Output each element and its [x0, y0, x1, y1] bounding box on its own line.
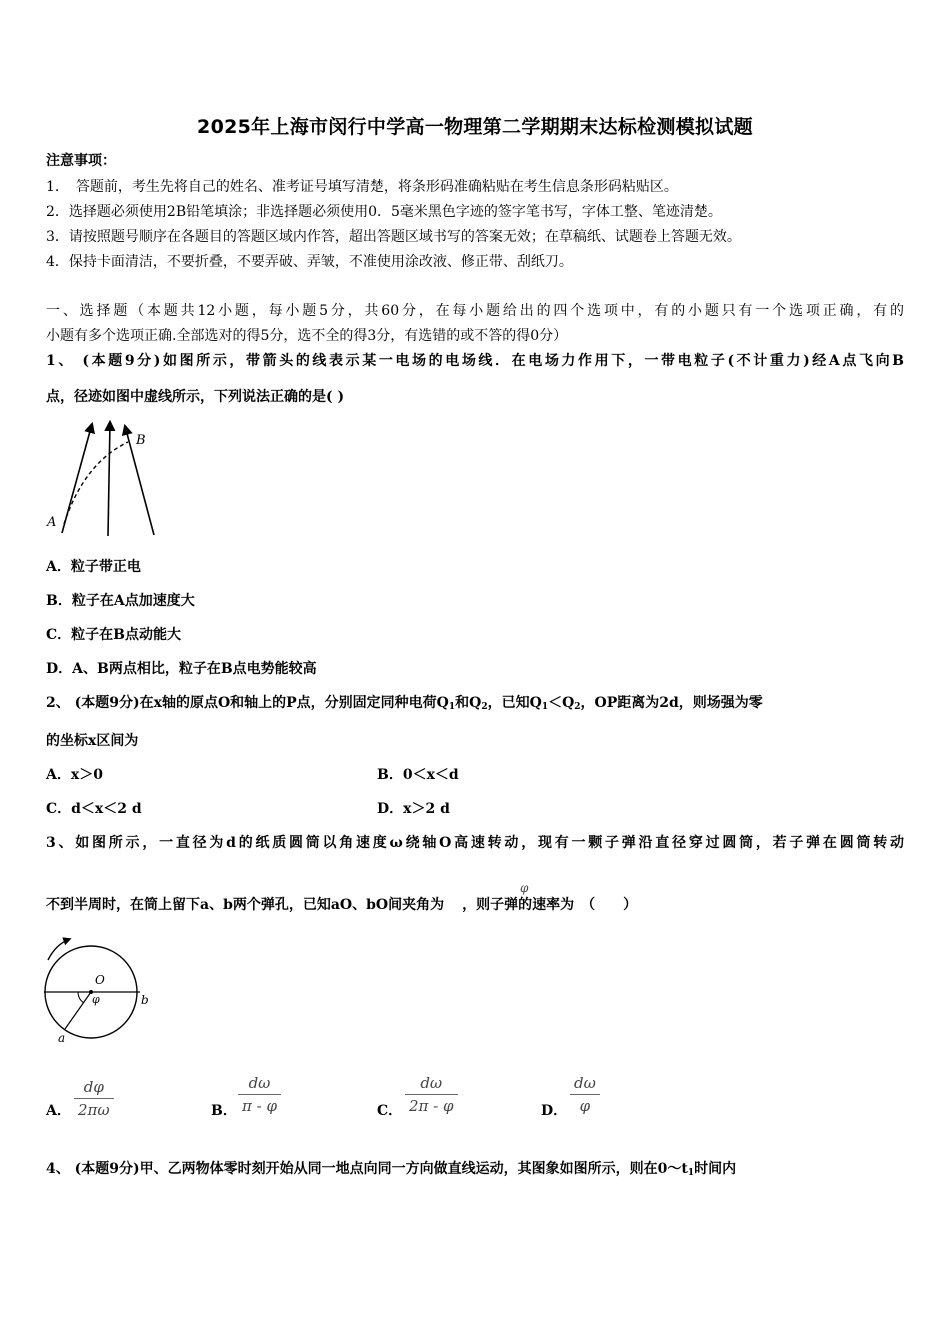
q1-option-a: A．粒子带正电 [46, 559, 141, 575]
q3-option-d-letter: D． [541, 1103, 568, 1119]
q3-stem-part-b: ，则子弹的速率为 （ ） [462, 897, 638, 913]
field-line-middle [108, 422, 110, 536]
rotation-arrow [48, 939, 70, 960]
notice-item-1: 1． 答题前，考生先将自己的姓名、准考证号填写清楚，将条形码准确粘贴在考生信息条形码粘贴区。 [46, 179, 678, 195]
fig-label-b: b [141, 993, 149, 1007]
section-instructions-line2: 小题有多个选项正确.全部选对的得5分，选不全的得3分，有选错的或不答的得0分） [46, 328, 568, 344]
q3-option-a-denominator: 2πω [78, 1101, 110, 1119]
q2-stem-part-a: 2、 (本题9分)在x轴的原点O和轴上的P点，分别固定同种电荷Q [46, 695, 449, 711]
fig-label-b: B [136, 433, 146, 448]
q2-sub-1b: 1 [541, 702, 549, 712]
particle-trajectory [64, 442, 128, 524]
q1-field-lines-figure [44, 418, 164, 538]
q3-option-d-fraction [570, 1074, 600, 1115]
fraction-bar [570, 1094, 600, 1095]
q1-option-b: B．粒子在A点加速度大 [46, 593, 195, 609]
q2-option-a: A．x＞0 [46, 767, 103, 783]
q3-option-b-letter: B． [211, 1103, 237, 1119]
q2-option-c: C．d＜x＜2 d [46, 801, 142, 817]
q1-stem-line2: 点，径迹如图中虚线所示，下列说法正确的是( ) [46, 389, 345, 405]
fraction-bar [405, 1094, 458, 1095]
q3-option-b-fraction [238, 1074, 281, 1115]
q3-option-b-numerator: dω [248, 1074, 271, 1092]
q3-stem-line1: 3、如图所示，一直径为d的纸质圆筒以角速度ω绕轴O高速转动，现有一颗子弹沿直径穿过圆筒，若子弹在圆筒转动 [46, 835, 904, 851]
q4-stem-part-a: 4、 (本题9分)甲、乙两物体零时刻开始从同一地点向同一方向做直线运动，其图象如图所示，则在0～t [46, 1161, 688, 1177]
q3-option-b-denominator: π - φ [242, 1097, 277, 1115]
page-title: 2025年上海市闵行中学高一物理第二学期期末达标检测模拟试题 [197, 116, 753, 138]
angle-arc [78, 992, 84, 1003]
q2-stem-part-b: 和Q [455, 695, 482, 711]
q3-option-d-numerator: dω [574, 1074, 596, 1092]
fig-label-a: A [47, 515, 57, 530]
q2-sub-1a: 1 [448, 702, 456, 712]
q1-stem-line1: 1、 (本题9分)如图所示，带箭头的线表示某一电场的电场线．在电场力作用下，一带电粒子(不计重力)经A点飞向B [46, 353, 904, 369]
q2-stem-line1 [46, 693, 763, 713]
q2-sub-2a: 2 [481, 702, 488, 712]
q3-option-c-letter: C． [377, 1103, 403, 1119]
fig-label-phi: φ [92, 993, 100, 1006]
notice-heading: 注意事项： [46, 153, 116, 169]
notice-item-2: 2．选择题必须使用2B铅笔填涂；非选择题必须使用0．5毫米黑色字迹的签字笔书写，字体工整、笔迹清楚。 [46, 204, 722, 220]
fig-label-a: a [58, 1031, 66, 1045]
q4-stem-part-b: 时间内 [694, 1161, 737, 1177]
q2-stem-part-e: ，OP距离为2d，则场强为零 [580, 695, 763, 711]
notice-item-4: 4．保持卡面清洁，不要折叠，不要弄破、弄皱，不准使用涂改液、修正带、刮纸刀。 [46, 254, 573, 270]
q3-phi-symbol: φ [520, 881, 529, 895]
q1-option-c: C．粒子在B点动能大 [46, 627, 181, 643]
q2-option-d: D．x＞2 d [377, 801, 450, 817]
q3-cylinder-figure [40, 936, 160, 1046]
radius-to-a [65, 992, 91, 1029]
q2-option-b: B．0＜x＜d [377, 767, 459, 783]
q2-sub-2b: 2 [574, 702, 581, 712]
fraction-bar [74, 1098, 114, 1099]
q3-stem-line2 [46, 895, 637, 915]
fig-label-o: O [95, 973, 105, 987]
q3-stem-part-a: 不到半周时，在筒上留下a、b两个弹孔，已知aO、bO间夹角为 [46, 897, 445, 913]
notice-item-3: 3．请按照题号顺序在各题目的答题区域内作答，超出答题区域书写的答案无效；在草稿纸、试题卷上答题无效。 [46, 229, 741, 245]
q3-option-c-numerator: dω [420, 1074, 443, 1092]
q3-option-a-numerator: dφ [83, 1078, 104, 1096]
section-instructions-line1: 一、选择题（本题共12小题，每小题5分，共60分，在每小题给出的四个选项中，有的小题只有一个选项正确，有的 [46, 303, 904, 319]
fraction-bar [238, 1094, 281, 1095]
q3-option-c-fraction [405, 1074, 458, 1115]
q2-stem-line2: 的坐标x区间为 [46, 733, 139, 749]
q3-option-a-fraction [74, 1078, 114, 1119]
q2-stem-part-c: ，已知Q [487, 695, 542, 711]
q3-option-d-denominator: φ [579, 1097, 591, 1115]
q3-option-c-denominator: 2π - φ [409, 1097, 454, 1115]
q2-stem-part-d: ＜Q [548, 695, 575, 711]
q1-option-d: D．A、B两点相比，粒子在B点电势能较高 [46, 661, 317, 677]
q4-stem-line1 [46, 1159, 736, 1179]
q4-sub: 1 [687, 1168, 695, 1178]
q3-option-a-letter: A． [46, 1103, 71, 1119]
